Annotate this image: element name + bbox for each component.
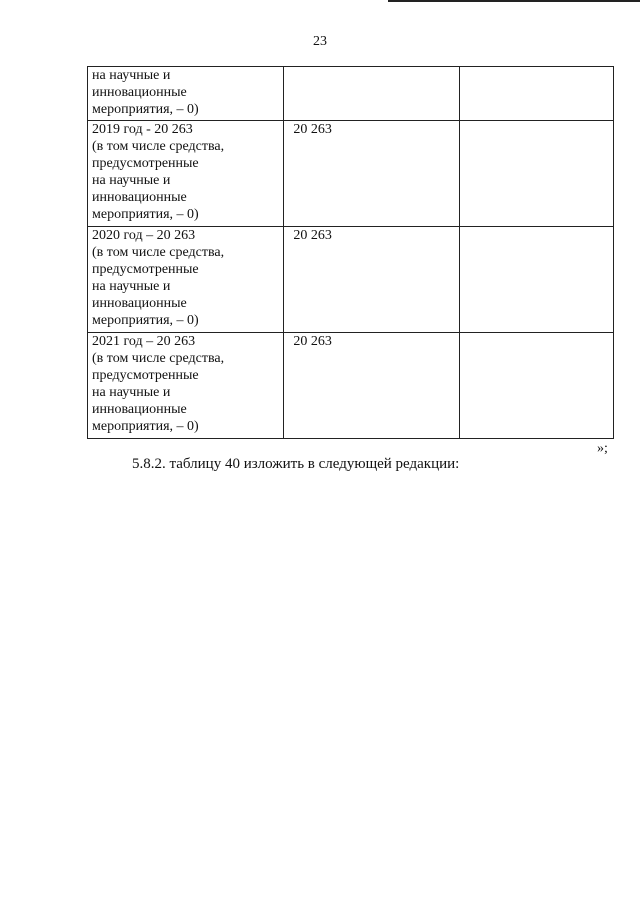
cell-text-line: на научные и xyxy=(92,173,171,188)
cell-text-line: мероприятия, – 0) xyxy=(92,419,199,434)
table-row xyxy=(88,333,614,439)
table-row xyxy=(88,121,614,227)
row-amount-cell xyxy=(284,121,459,227)
amount-value: 20 263 xyxy=(293,122,332,137)
cell-text-line: мероприятия, – 0) xyxy=(92,102,199,117)
funding-table xyxy=(87,66,614,439)
row-description-cell xyxy=(88,227,284,333)
cell-text-line: на научные и xyxy=(92,385,171,400)
cell-text-line: 2019 год - 20 263 xyxy=(92,122,193,137)
cell-text-line: на научные и xyxy=(92,279,171,294)
row-note-cell xyxy=(459,333,613,439)
row-description-cell xyxy=(88,121,284,227)
cell-text-line: инновационные xyxy=(92,190,187,205)
cell-text-line: предусмотренные xyxy=(92,156,199,171)
page-number: 23 xyxy=(313,34,327,49)
cell-text-line: 2021 год – 20 263 xyxy=(92,334,196,349)
row-note-cell xyxy=(459,67,613,121)
row-amount-cell xyxy=(284,227,459,333)
closing-quote: »; xyxy=(597,441,608,456)
row-description-cell xyxy=(88,67,284,121)
table-row xyxy=(88,227,614,333)
cell-text-line: инновационные xyxy=(92,402,187,417)
row-amount-cell xyxy=(284,333,459,439)
amount-value: 20 263 xyxy=(293,228,332,243)
row-note-cell xyxy=(459,121,613,227)
cell-text-line: (в том числе средства, xyxy=(92,351,225,366)
cell-text-line: инновационные xyxy=(92,296,187,311)
cell-text-line: (в том числе средства, xyxy=(92,139,225,154)
cell-text-line: предусмотренные xyxy=(92,368,199,383)
cell-text-line: мероприятия, – 0) xyxy=(92,207,199,222)
header-rule xyxy=(388,0,640,2)
table-row xyxy=(88,67,614,121)
cell-text-line: на научные и xyxy=(92,68,171,83)
cell-text-line: предусмотренные xyxy=(92,262,199,277)
row-description-cell xyxy=(88,333,284,439)
cell-text-line: 2020 год – 20 263 xyxy=(92,228,196,243)
row-note-cell xyxy=(459,227,613,333)
row-amount-cell xyxy=(284,67,459,121)
amendment-paragraph: 5.8.2. таблицу 40 изложить в следующей редакции: xyxy=(132,456,460,472)
cell-text-line: (в том числе средства, xyxy=(92,245,225,260)
amount-value: 20 263 xyxy=(293,334,332,349)
cell-text-line: инновационные xyxy=(92,85,187,100)
cell-text-line: мероприятия, – 0) xyxy=(92,313,199,328)
